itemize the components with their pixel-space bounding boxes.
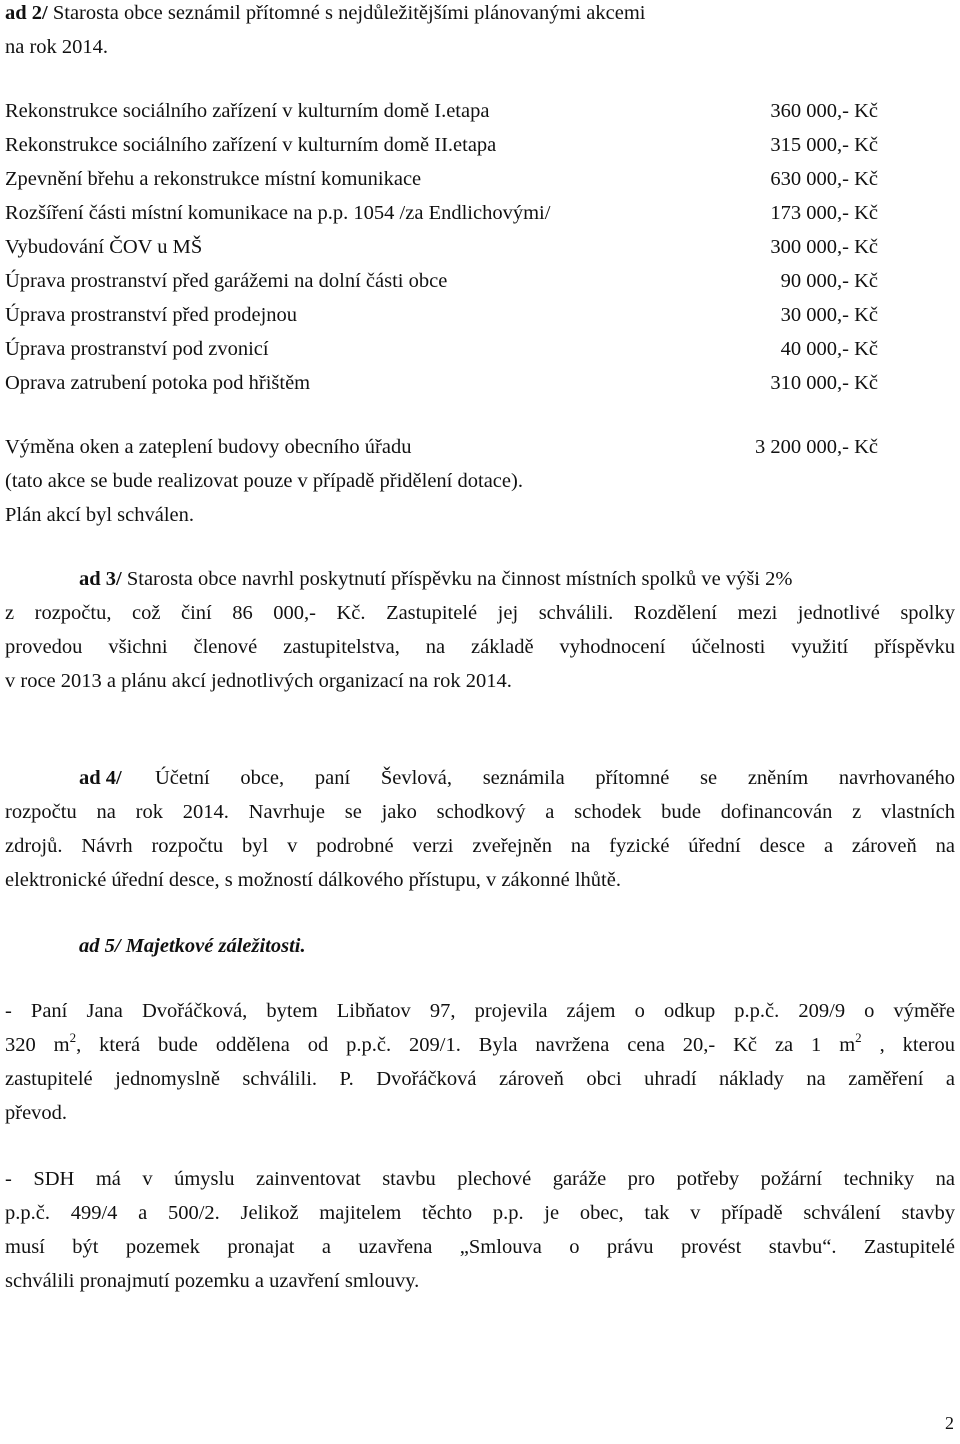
- ad2-intro-line1: ad 2/ Starosta obce seznámil přítomné s nejdůležitějšími plánovanými akcemi: [5, 2, 646, 24]
- ad5-p1-line2: 320 $m^2$, která bude oddělena od p.p.č. 209/1. Byla navržena cena 20,- Kč za 1 $m^2$ , kterou: [5, 1030, 956, 1056]
- action-item-name: Úprava prostranství pod zvonicí: [5, 338, 269, 360]
- action-item-amount: 3 200 000,- Kč: [755, 436, 878, 458]
- action-item-amount: 173 000,- Kč: [770, 202, 878, 224]
- action-item-name: Rozšíření části místní komunikace na p.p. 1054 /za Endlichovými/: [5, 202, 551, 224]
- ad5-p2-line2: p.p.č. 499/4 a 500/2. Jelikož majitelem těchto p.p. je obec, tak v případě schválení stavby: [5, 1202, 955, 1224]
- ad2-approved: Plán akcí byl schválen.: [5, 504, 195, 526]
- action-item-amount: 360 000,- Kč: [770, 100, 878, 122]
- action-item-amount: 40 000,- Kč: [780, 338, 878, 360]
- action-item-name: Úprava prostranství před prodejnou: [5, 304, 298, 326]
- action-item-name: Oprava zatrubení potoka pod hřištěm: [5, 372, 311, 394]
- action-item-amount: 630 000,- Kč: [770, 168, 878, 190]
- ad5-p1-line4: převod.: [5, 1102, 68, 1124]
- ad5-p2-line3: musí být pozemek pronajat a uzavřena „Smlouva o právu provést stavbu“. Zastupitelé: [5, 1236, 955, 1258]
- action-item-name: Rekonstrukce sociálního zařízení v kulturním domě II.etapa: [5, 134, 497, 156]
- ad3-label: ad 3/: [79, 568, 122, 590]
- action-item-name: Úprava prostranství před garážemi na dolní části obce: [5, 270, 448, 292]
- page-number: 2: [945, 1413, 954, 1433]
- ad5-p2-line4: schválili pronajmutí pozemku a uzavření smlouvy.: [5, 1270, 420, 1292]
- ad5-heading: ad 5/ Majetkové záležitosti.: [79, 935, 306, 957]
- ad4-line2: rozpočtu na rok 2014. Navrhuje se jako schodkový a schodek bude dofinancován z vlastních: [5, 801, 955, 823]
- ad3-line2: z rozpočtu, což činí 86 000,- Kč. Zastupitelé jej schválili. Rozdělení mezi jednotlivé spolky: [5, 602, 955, 624]
- ad3-line3: provedou všichni členové zastupitelstva, na základě vyhodnocení účelnosti využití příspěvku: [5, 636, 955, 658]
- ad4-line1: Účetní obce, paní Ševlová, seznámila přítomné se zněním navrhovaného: [155, 767, 955, 789]
- action-item-name: Rekonstrukce sociálního zařízení v kulturním domě I.etapa: [5, 100, 490, 122]
- ad3-line4: v roce 2013 a plánu akcí jednotlivých organizací na rok 2014.: [5, 670, 512, 692]
- action-item-name: Vybudování ČOV u MŠ: [5, 236, 203, 258]
- ad3-line1: ad 3/ Starosta obce navrhl poskytnutí příspěvku na činnost místních spolků ve výši 2%: [79, 568, 793, 590]
- ad2-label: ad 2/: [5, 2, 48, 24]
- ad4-label: ad 4/: [79, 767, 122, 789]
- ad2-extra-note: (tato akce se bude realizovat pouze v případě přidělení dotace).: [5, 470, 523, 492]
- ad4-line3: zdrojů. Návrh rozpočtu byl v podrobné verzi zveřejněn na fyzické úřední desce a zároveň na: [5, 835, 955, 857]
- ad5-p1-line3: zastupitelé jednomyslně schválili. P. Dvořáčková zároveň obci uhradí náklady na zaměření a: [5, 1068, 955, 1090]
- action-item-amount: 30 000,- Kč: [780, 304, 878, 326]
- ad2-intro-line2: na rok 2014.: [5, 36, 109, 58]
- action-item-amount: 315 000,- Kč: [770, 134, 878, 156]
- action-item-amount: 300 000,- Kč: [770, 236, 878, 258]
- ad5-p1-line1: - Paní Jana Dvořáčková, bytem Libňatov 97, projevila zájem o odkup p.p.č. 209/9 o výměře: [5, 1000, 955, 1022]
- ad5-p2-line1: - SDH má v úmyslu zainventovat stavbu plechové garáže pro potřeby požární techniky na: [5, 1168, 955, 1190]
- action-item-name: Zpevnění břehu a rekonstrukce místní komunikace: [5, 168, 422, 190]
- action-item-amount: 310 000,- Kč: [770, 372, 878, 394]
- action-item-amount: 90 000,- Kč: [780, 270, 878, 292]
- action-item-name: Výměna oken a zateplení budovy obecního úřadu: [5, 436, 412, 458]
- ad4-line4: elektronické úřední desce, s možností dálkového přístupu, v zákonné lhůtě.: [5, 869, 621, 891]
